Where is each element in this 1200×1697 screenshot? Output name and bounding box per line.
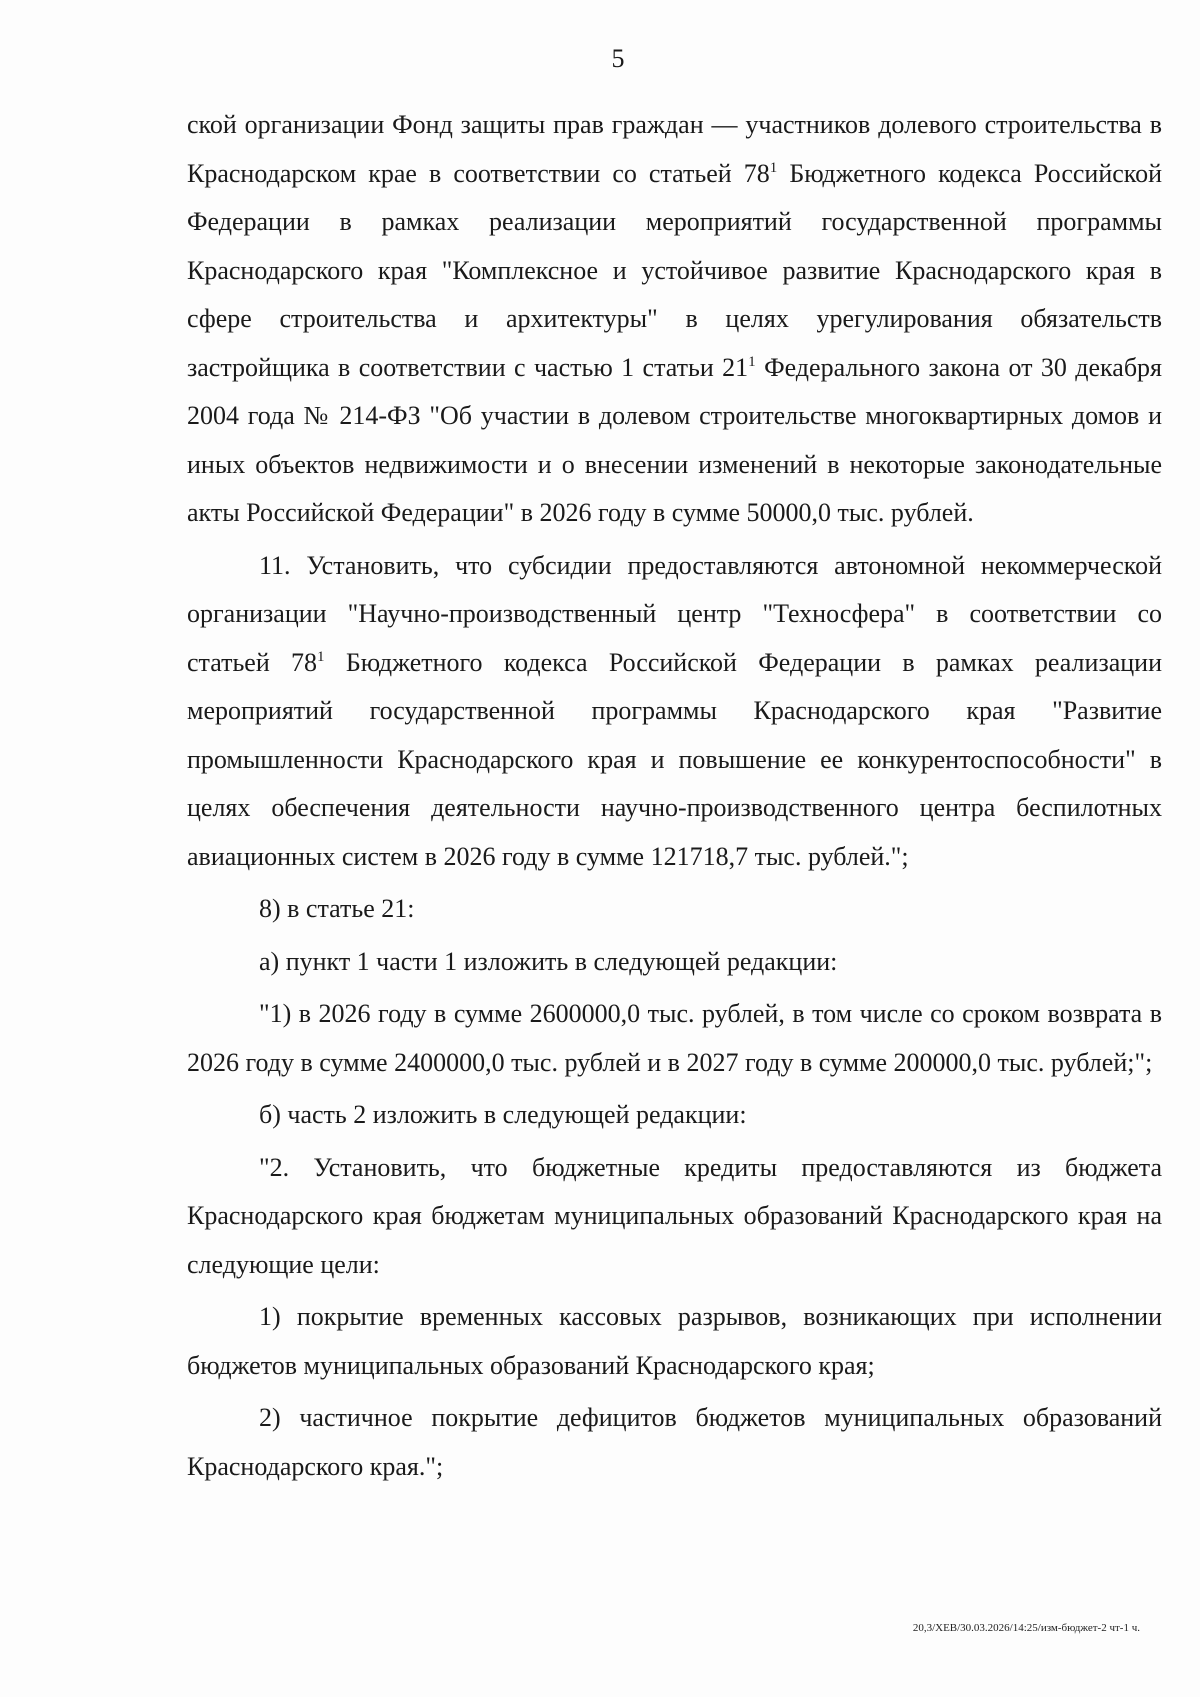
paragraph-continuation	[187, 101, 1162, 538]
superscript: 1	[317, 648, 325, 665]
paragraph-item-a: а) пункт 1 части 1 изложить в следующей редакции:	[259, 946, 838, 976]
paragraph-text: 11. Установить, что субсидии предоставляются автономной некоммерческой организации "Научно-производственный центр "Техносфера" в соответствии со статьей 78	[187, 550, 1162, 677]
paragraph-text: ской организации Фонд защиты прав граждан — участников долевого строительства в Краснодарском крае в соответствии со статьей 78	[187, 110, 1162, 188]
superscript: 1	[748, 353, 756, 370]
paragraph-quote-1: "1) в 2026 году в сумме 2600000,0 тыс. рублей, в том числе со сроком возврата в 2026 году в сумме 2400000,0 тыс. рублей и в 2027 году в сумме 200000,0 тыс. рублей;";	[187, 999, 1162, 1077]
paragraph-item-b: б) часть 2 изложить в следующей редакции:	[259, 1100, 747, 1129]
paragraph-quote-2: "2. Установить, что бюджетные кредиты предоставляются из бюджета Краснодарского края бюджетам муниципальных образований Краснодарского края на следующие цели:	[187, 1152, 1162, 1279]
paragraph-text: Бюджетного кодекса Российской Федерации в рамках реализации мероприятий государственной программы Краснодарского края "Комплексное и устойчивое развитие Краснодарского края в сфере строительства и архитектуры" в целях урегулирования обязательств застройщика в соответствии с частью 1 статьи 21	[187, 158, 1162, 382]
superscript: 1	[769, 159, 778, 176]
paragraph-text: Федерального закона от 30 декабря 2004 года № 214-ФЗ "Об участии в долевом строительстве многоквартирных домов и иных объектов недвижимости и о внесении изменений в некоторые законодательные акты Российской Федерации" в 2026 году в сумме 50000,0 тыс. рублей.	[187, 352, 1163, 527]
paragraph-article-21: 8) в статье 21:	[259, 894, 415, 923]
page-number: 5	[611, 44, 625, 73]
paragraph-goal-2: 2) частичное покрытие дефицитов бюджетов муниципальных образований Краснодарского края.";	[187, 1403, 1162, 1481]
paragraph-text: Бюджетного кодекса Российской Федерации в рамках реализации мероприятий государственной программы Краснодарского края "Развитие промышленности Краснодарского края и повышение ее конкурентоспособности" в целях обеспечения деятельности научно-производственного центра беспилотных авиационных систем в 2026 году в сумме 121718,7 тыс. рублей.";	[187, 647, 1162, 871]
paragraph-11	[187, 542, 1162, 882]
paragraph-goal-1: 1) покрытие временных кассовых разрывов, возникающих при исполнении бюджетов муниципальных образований Краснодарского края;	[187, 1302, 1162, 1380]
document-body	[187, 101, 1162, 1491]
footer-reference: 20,3/ХЕВ/30.03.2026/14:25/изм-бюджет-2 чт-1 ч.	[912, 1622, 1140, 1634]
